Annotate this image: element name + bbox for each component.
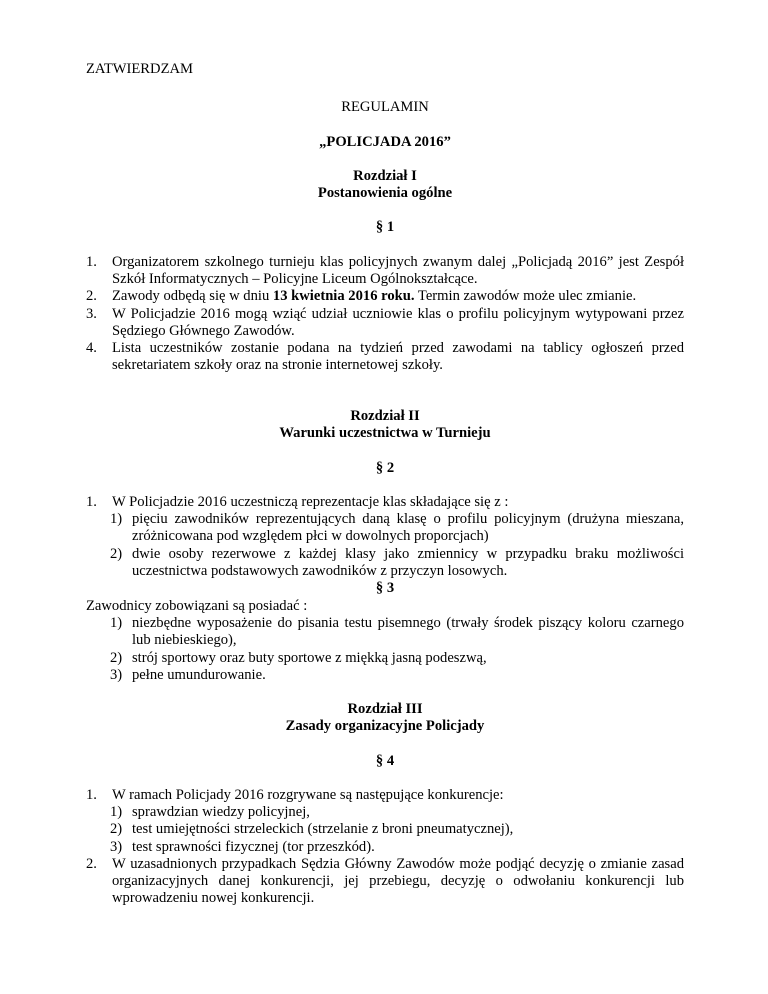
sub-list-item-number: 3) xyxy=(110,666,123,683)
list-item-text: Termin zawodów może ulec zmianie. xyxy=(414,288,637,305)
sub-list-item-text: niezbędne wyposażenie do pisania testu pisemnego (trwały środek piszący koloru czarnego lub niebieskiego), xyxy=(132,615,684,649)
sub-list-item-number: 2) xyxy=(110,821,123,838)
sub-list-item-text: pełne umundurowanie. xyxy=(132,666,266,683)
sub-list-item-number: 2) xyxy=(110,545,123,562)
list-item xyxy=(86,856,684,908)
sub-list-item xyxy=(86,615,684,649)
section-1-heading: § 1 xyxy=(375,219,395,235)
sub-list-item-text: strój sportowy oraz buty sportowe z miękką jasną podeszwą, xyxy=(132,649,487,666)
list-item-text: W Policjadzie 2016 mogą wziąć udział uczniowie klas o profilu policyjnym wytypowani przez Sędziego Głównego Zawodów. xyxy=(112,305,684,339)
sub-list-item xyxy=(86,804,684,821)
sub-list-item-text: test sprawności fizycznej (tor przeszkód). xyxy=(132,838,375,855)
sub-list-item-text: test umiejętności strzeleckich (strzelanie z broni pneumatycznej), xyxy=(132,821,514,838)
sub-list-item-number: 1) xyxy=(110,615,123,632)
sub-list-item-number: 1) xyxy=(110,511,123,528)
list-item-number: 1. xyxy=(86,254,97,270)
list-item xyxy=(86,254,684,288)
chapter-1-list xyxy=(86,254,684,374)
list-item-number: 3. xyxy=(86,305,97,322)
sub-list-item xyxy=(86,667,684,684)
section-3-heading: § 3 xyxy=(375,580,395,596)
sub-list-item xyxy=(86,839,684,856)
list-item-number: 2. xyxy=(86,288,97,305)
section-2-heading: § 2 xyxy=(375,460,395,476)
list-item xyxy=(86,787,684,804)
sub-list-item-text: pięciu zawodników reprezentujących daną klasę o profilu policyjnym (drużyna mieszana, zróżnicowana pod względem płci w dowolnych proporcjach) xyxy=(132,511,684,545)
document-title: REGULAMIN xyxy=(341,99,429,115)
event-title: „POLICJADA 2016” xyxy=(319,134,451,150)
sub-list-item-text: sprawdzian wiedzy policyjnej, xyxy=(132,804,310,821)
list-item-number: 2. xyxy=(86,855,97,872)
chapter-1-title: Rozdział I xyxy=(353,168,417,184)
list-item-number: 1. xyxy=(86,494,97,510)
sub-list-item-number: 3) xyxy=(110,838,123,855)
list-item xyxy=(86,306,684,340)
list-item-text: Lista uczestników zostanie podana na tydzień przed zawodami na tablicy ogłoszeń przed sekretariatem szkoły oraz na stronie internetowej szkoły. xyxy=(112,340,684,374)
list-item xyxy=(86,340,684,374)
list-item-text: W uzasadnionych przypadkach Sędzia Główny Zawodów może podjąć decyzję o zmianie zasad organizacyjnych danej konkurencji, jej przebiegu, decyzję o odwołaniu konkurencji lub wprowadzeniu nowej konkurencji. xyxy=(112,855,684,907)
chapter-3-title: Rozdział III xyxy=(347,701,423,717)
chapter-3-list xyxy=(86,787,684,907)
sub-list-item xyxy=(86,821,684,838)
sub-list-item xyxy=(86,546,684,580)
list-item-text: W ramach Policjady 2016 rozgrywane są następujące konkurencje: xyxy=(112,787,504,803)
chapter-2-subtitle: Warunki uczestnictwa w Turnieju xyxy=(279,425,491,441)
event-date: 13 kwietnia 2016 roku. xyxy=(272,288,415,305)
list-item-number: 4. xyxy=(86,340,97,357)
list-item-text: Organizatorem szkolnego turnieju klas policyjnych zwanym dalej „Policjadą 2016” jest Zespół Szkół Informatycznych – Policyjne Liceum Ogólnokształcące. xyxy=(112,254,684,288)
chapter-2-list xyxy=(86,494,684,580)
list-item xyxy=(86,494,684,511)
sub-list-item xyxy=(86,650,684,667)
section-4-heading: § 4 xyxy=(375,753,395,769)
sub-list-item-text: dwie osoby rezerwowe z każdej klasy jako zmiennicy w przypadku braku możliwości uczestnictwa podstawowych zawodników z przyczyn losowych. xyxy=(132,545,684,579)
sub-list-item-number: 2) xyxy=(110,649,123,666)
equipment-section xyxy=(86,598,684,684)
chapter-1-subtitle: Postanowienia ogólne xyxy=(317,185,453,201)
sub-list-item xyxy=(86,511,684,545)
chapter-3-subtitle: Zasady organizacyjne Policjady xyxy=(285,718,485,734)
approval-note: ZATWIERDZAM xyxy=(86,61,194,77)
chapter-2-title: Rozdział II xyxy=(350,408,420,424)
list-item-text: Zawody odbędą się w dniu xyxy=(112,288,273,305)
list-item-number: 1. xyxy=(86,787,97,803)
list-item-text: W Policjadzie 2016 uczestniczą reprezentacje klas składające się z : xyxy=(112,494,509,510)
sub-list-item-number: 1) xyxy=(110,804,123,821)
equipment-lead: Zawodnicy zobowiązani są posiadać : xyxy=(86,598,308,614)
list-item xyxy=(86,288,684,305)
